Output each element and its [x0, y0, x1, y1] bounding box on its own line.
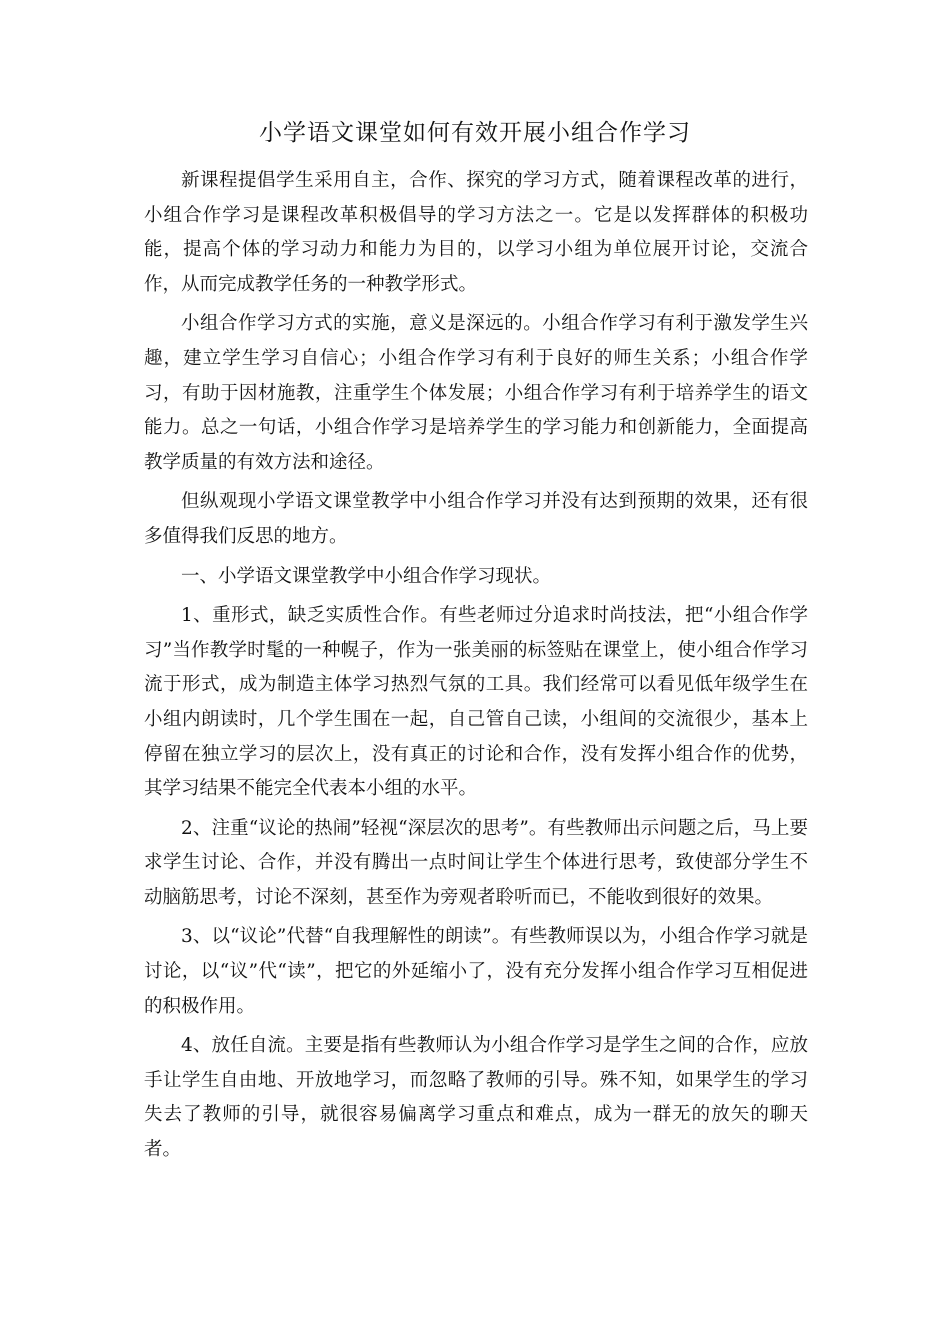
- section-heading-1: 一、小学语文课堂教学中小组合作学习现状。: [181, 565, 552, 587]
- paragraph-point-1: 1、重形式，缺乏实质性合作。有些老师过分追求时尚技法，把“小组合作学习”当作教学时髦的一种幌子，作为一张美丽的标签贴在课堂上，使小组合作学习流于形式，成为制造主体学习热烈气氛的工具。我们经常可以看见低年级学生在小组内朗读时，几个学生围在一起，自己管自己读，小组间的交流很少，基本上停留在独立学习的层次上，没有真正的讨论和合作，没有发挥小组合作的优势，其学习结果不能完全代表本小组的水平。: [144, 605, 808, 800]
- paragraph-point-3: 3、以“议论”代替“自我理解性的朗读”。有些教师误以为，小组合作学习就是讨论，以“议”代“读”，把它的外延缩小了，没有充分发挥小组合作学习互相促进的积极作用。: [144, 926, 808, 1017]
- paragraph-point-2: 2、注重“议论的热闹”轻视“深层次的思考”。有些教师出示问题之后，马上要求学生讨论、合作，并没有腾出一点时间让学生个体进行思考，致使部分学生不动脑筋思考，讨论不深刻，甚至作为旁观者聆听而已，不能收到很好的效果。: [144, 817, 808, 908]
- document-body: [144, 164, 808, 1173]
- paragraph-intro: 新课程提倡学生采用自主，合作、探究的学习方式，随着课程改革的进行，小组合作学习是课程改革积极倡导的学习方法之一。它是以发挥群体的积极功能，提高个体的学习动力和能力为目的，以学习小组为单位展开讨论，交流合作，从而完成教学任务的一种教学形式。: [144, 170, 808, 295]
- paragraph-point-4: 4、放任自流。主要是指有些教师认为小组合作学习是学生之间的合作，应放手让学生自由地、开放地学习，而忽略了教师的引导。殊不知，如果学生的学习失去了教师的引导，就很容易偏离学习重点和难点，成为一群无的放矢的聊天者。: [144, 1035, 808, 1161]
- paragraph-significance: 小组合作学习方式的实施，意义是深远的。小组合作学习有利于激发学生兴趣，建立学生学习自信心；小组合作学习有利于良好的师生关系；小组合作学习，有助于因材施教，注重学生个体发展；小组合作学习有利于培养学生的语文能力。总之一句话，小组合作学习是培养学生的学习能力和创新能力，全面提高教学质量的有效方法和途径。: [144, 313, 808, 473]
- paragraph-reflection: 但纵观现小学语文课堂教学中小组合作学习并没有达到预期的效果，还有很多值得我们反思的地方。: [144, 491, 808, 547]
- document-title: 小学语文课堂如何有效开展小组合作学习: [259, 120, 691, 146]
